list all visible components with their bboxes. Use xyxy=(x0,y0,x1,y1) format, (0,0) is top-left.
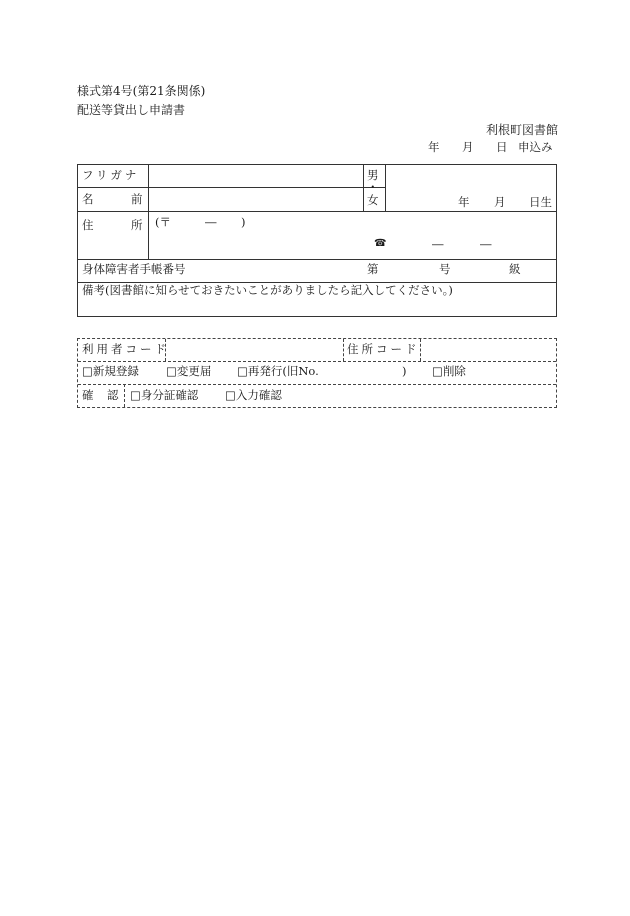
name-label-second: 前 xyxy=(131,192,143,206)
gender-female[interactable]: 女 xyxy=(367,193,379,207)
birth-day-label: 日生 xyxy=(529,195,552,209)
user-code-label: 利用者コード xyxy=(82,342,169,356)
phone-icon: ☎ xyxy=(374,238,387,249)
change-notice-checkbox[interactable]: □変更届 xyxy=(166,364,212,378)
new-registration-checkbox[interactable]: □新規登録 xyxy=(82,364,139,378)
address-code-label: 住所コード xyxy=(347,342,420,356)
form-number: 様式第4号(第21条関係) xyxy=(77,84,206,98)
birth-month-label: 月 xyxy=(494,195,506,209)
remarks-input[interactable] xyxy=(79,300,555,315)
address-label-first: 住 xyxy=(82,218,94,232)
remarks-label: 備考(図書館に知らせておきたいことがありましたら記入してください。) xyxy=(82,283,453,297)
address-label-second: 所 xyxy=(131,218,143,232)
disability-go-label: 号 xyxy=(439,262,451,276)
address-code-input[interactable] xyxy=(421,340,555,360)
furigana-input[interactable] xyxy=(149,166,361,186)
confirm-label-second: 認 xyxy=(107,388,119,402)
phone-dash-second: ― xyxy=(480,237,492,251)
library-name: 利根町図書館 xyxy=(486,123,559,137)
input-check-checkbox[interactable]: □入力確認 xyxy=(225,388,282,402)
confirm-label-first: 確 xyxy=(82,388,94,402)
form-title: 配送等貸出し申請書 xyxy=(77,103,186,117)
gender-separator: ・ xyxy=(367,180,379,194)
user-code-input[interactable] xyxy=(166,340,342,360)
delete-checkbox[interactable]: □削除 xyxy=(432,364,466,378)
date-day-label: 日 xyxy=(496,140,508,154)
id-check-checkbox[interactable]: □身分証確認 xyxy=(130,388,199,402)
address-input[interactable] xyxy=(149,212,554,258)
date-year-label: 年 xyxy=(428,140,440,154)
name-input[interactable] xyxy=(149,188,361,210)
furigana-label: フリガナ xyxy=(82,168,140,182)
disability-grade-label: 級 xyxy=(509,262,521,276)
gender-male[interactable]: 男 xyxy=(367,168,379,182)
postal-open: (〒 xyxy=(155,215,171,229)
date-month-label: 月 xyxy=(462,140,474,154)
birth-year-label: 年 xyxy=(458,195,470,209)
reissue-checkbox[interactable]: □再発行(旧No. xyxy=(237,364,319,378)
reissue-close: ) xyxy=(402,364,407,378)
phone-dash-first: ― xyxy=(432,237,444,251)
postal-close: ) xyxy=(241,215,246,229)
name-label-first: 名 xyxy=(82,192,94,206)
date-apply-label: 申込み xyxy=(518,140,553,154)
disability-label: 身体障害者手帳番号 xyxy=(82,262,186,276)
postal-dash: ― xyxy=(205,215,217,229)
disability-no-label: 第 xyxy=(367,262,379,276)
